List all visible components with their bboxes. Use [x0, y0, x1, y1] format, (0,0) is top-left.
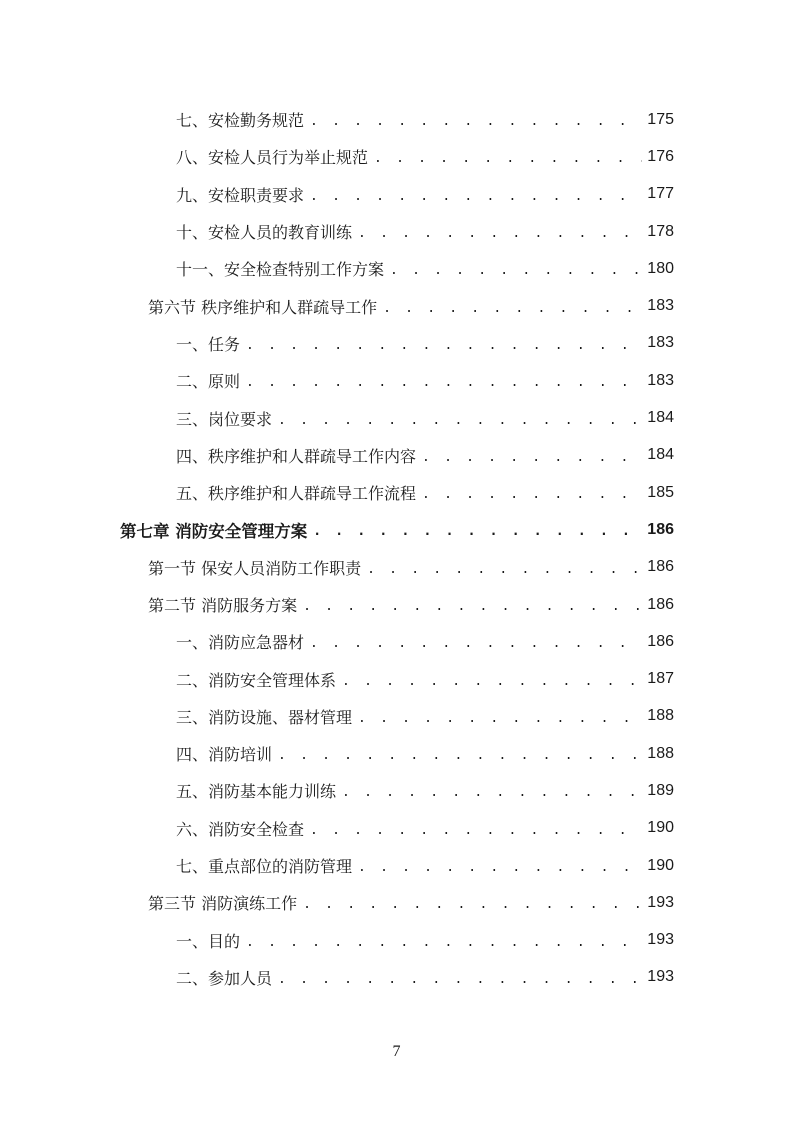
toc-entry-page: 183 [647, 297, 674, 315]
toc-entry-title: 二、原则 [176, 372, 241, 392]
toc-dot-leader [342, 674, 642, 689]
toc-entry-title: 第六节 秩序维护和人群疏导工作 [148, 297, 378, 317]
toc-dot-leader [313, 524, 642, 539]
toc-entry-title: 一、消防应急器材 [176, 633, 305, 653]
toc-dot-leader [422, 487, 642, 502]
toc-entry-page: 180 [647, 259, 674, 277]
toc-entry-page: 186 [647, 595, 674, 613]
toc-dot-leader [342, 785, 642, 800]
toc-entry-title: 一、任务 [176, 334, 241, 354]
toc-section-entry[interactable] [0, 586, 793, 623]
toc-dot-leader [358, 860, 642, 875]
toc-subsection-entry[interactable] [0, 623, 793, 660]
toc-dot-leader [303, 599, 642, 614]
toc-entry-title: 第七章 消防安全管理方案 [120, 521, 308, 541]
toc-section-entry[interactable] [0, 549, 793, 586]
toc-entry-page: 183 [647, 371, 674, 389]
toc-entry-page: 190 [647, 819, 674, 837]
toc-entry-page: 193 [647, 893, 674, 911]
toc-dot-leader [246, 338, 642, 353]
toc-entry-title: 六、消防安全检查 [176, 819, 305, 839]
toc-subsection-entry[interactable] [0, 213, 793, 250]
toc-dot-leader [303, 897, 642, 912]
toc-entry-title: 八、安检人员行为举止规范 [176, 148, 369, 168]
toc-entry-page: 188 [647, 707, 674, 725]
toc-entry-title: 七、重点部位的消防管理 [176, 857, 353, 877]
toc-entry-page: 186 [647, 632, 674, 650]
toc-subsection-entry[interactable] [0, 847, 793, 884]
toc-entry-title: 第一节 保安人员消防工作职责 [148, 558, 362, 578]
toc-subsection-entry[interactable] [0, 660, 793, 697]
toc-dot-leader [383, 301, 642, 316]
toc-dot-leader [310, 823, 642, 838]
toc-entry-page: 185 [647, 483, 674, 501]
table-of-contents [0, 101, 793, 996]
toc-subsection-entry[interactable] [0, 959, 793, 996]
toc-dot-leader [367, 562, 642, 577]
toc-entry-page: 183 [647, 334, 674, 352]
toc-entry-title: 七、安检勤务规范 [176, 111, 305, 131]
toc-entry-title: 五、秩序维护和人群疏导工作流程 [176, 484, 417, 504]
toc-subsection-entry[interactable] [0, 176, 793, 213]
toc-entry-page: 176 [647, 147, 674, 165]
toc-dot-leader [374, 151, 642, 166]
toc-entry-page: 175 [647, 110, 674, 128]
toc-entry-page: 184 [647, 409, 674, 427]
toc-entry-title: 二、参加人员 [176, 968, 273, 988]
toc-dot-leader [278, 413, 642, 428]
toc-entry-page: 177 [647, 185, 674, 203]
toc-dot-leader [358, 711, 642, 726]
toc-subsection-entry[interactable] [0, 325, 793, 362]
toc-subsection-entry[interactable] [0, 698, 793, 735]
toc-entry-title: 十一、安全检查特别工作方案 [176, 260, 385, 280]
toc-entry-title: 三、岗位要求 [176, 409, 273, 429]
toc-dot-leader [278, 748, 642, 763]
toc-entry-title: 三、消防设施、器材管理 [176, 707, 353, 727]
toc-entry-title: 四、秩序维护和人群疏导工作内容 [176, 446, 417, 466]
toc-subsection-entry[interactable] [0, 101, 793, 138]
toc-subsection-entry[interactable] [0, 810, 793, 847]
toc-section-entry[interactable] [0, 287, 793, 324]
toc-dot-leader [422, 450, 642, 465]
toc-dot-leader [246, 935, 642, 950]
toc-entry-page: 189 [647, 781, 674, 799]
toc-entry-title: 第三节 消防演练工作 [148, 894, 298, 914]
toc-subsection-entry[interactable] [0, 474, 793, 511]
toc-entry-title: 二、消防安全管理体系 [176, 670, 337, 690]
toc-entry-page: 193 [647, 931, 674, 949]
toc-subsection-entry[interactable] [0, 922, 793, 959]
toc-entry-page: 186 [647, 520, 674, 538]
toc-dot-leader [246, 375, 642, 390]
toc-dot-leader [358, 226, 642, 241]
toc-entry-title: 四、消防培训 [176, 745, 273, 765]
toc-entry-page: 186 [647, 558, 674, 576]
toc-entry-title: 第二节 消防服务方案 [148, 596, 298, 615]
toc-entry-page: 184 [647, 446, 674, 464]
toc-entry-title: 一、目的 [176, 931, 241, 951]
toc-subsection-entry[interactable] [0, 735, 793, 772]
toc-dot-leader [310, 189, 642, 204]
toc-entry-title: 十、安检人员的教育训练 [176, 223, 353, 243]
toc-entry-page: 190 [647, 856, 674, 874]
toc-entry-page: 193 [647, 968, 674, 986]
toc-section-entry[interactable] [0, 884, 793, 921]
toc-subsection-entry[interactable] [0, 250, 793, 287]
toc-entry-title: 九、安检职责要求 [176, 185, 305, 205]
toc-subsection-entry[interactable] [0, 138, 793, 175]
toc-dot-leader [310, 636, 642, 651]
toc-dot-leader [278, 972, 642, 987]
toc-dot-leader [310, 114, 642, 129]
toc-subsection-entry[interactable] [0, 399, 793, 436]
toc-subsection-entry[interactable] [0, 772, 793, 809]
toc-subsection-entry[interactable] [0, 437, 793, 474]
toc-dot-leader [390, 263, 642, 278]
page-number: 7 [392, 1043, 401, 1060]
toc-entry-page: 188 [647, 744, 674, 762]
toc-chapter-entry[interactable] [0, 511, 793, 548]
toc-subsection-entry[interactable] [0, 362, 793, 399]
toc-entry-page: 187 [647, 670, 674, 688]
toc-entry-page: 178 [647, 222, 674, 240]
toc-entry-title: 五、消防基本能力训练 [176, 782, 337, 802]
